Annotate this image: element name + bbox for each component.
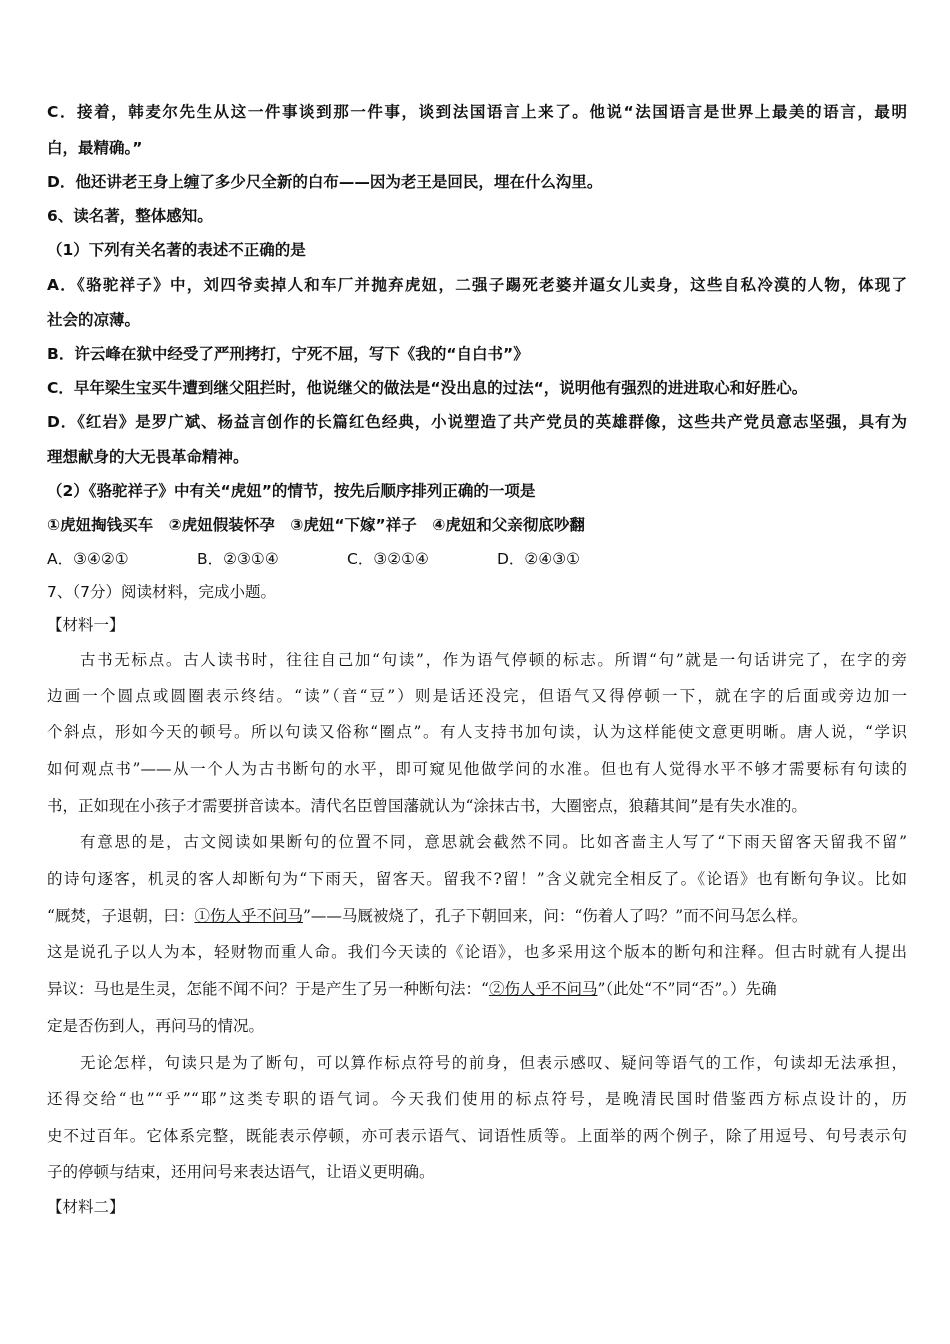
q6-title: 6、读名著，整体感知。 <box>47 207 213 225</box>
q7-p2-line6: 定是否伤到人，再问马的情况。 <box>47 1017 265 1035</box>
q7-p1-line4: 如何观点书”——从一个人为古书断句的水平，即可窥见他做学问的水准。但也有人觉得水平不够才需要标有句读的 <box>47 760 907 778</box>
q6-sub2-option-c: C．③②①④ <box>347 550 429 568</box>
q6-sub1-option-a-line1: A．《骆驼祥子》中，刘四爷卖掉人和车厂并抛弃虎妞，二强子踢死老婆并逼女儿卖身，这些自私冷漠的人物，体现了 <box>47 276 907 294</box>
q7-title: 7、（7分）阅读材料，完成小题。 <box>47 583 276 601</box>
q6-sub1-option-c: C．早年梁生宝买牛遭到继父阻拦时，他说继父的做法是“没出息的过法“，说明他有强烈的进进取心和好胜心。 <box>47 379 808 397</box>
q7-p2-line5 <box>47 978 907 1000</box>
q6-sub1-option-d-line1: D．《红岩》是罗广斌、杨益言创作的长篇红色经典，小说塑造了共产党员的英雄群像，这些共产党员意志坚强，具有为 <box>47 413 907 431</box>
q7-p3-line4: 子的停顿与结束，还用问号来表达语气，让语义更明确。 <box>47 1163 435 1181</box>
underlined-sentence-1: ①伤人乎不问马 <box>194 907 303 925</box>
q6-sub1-option-d-line2: 理想献身的大无畏革命精神。 <box>47 448 249 466</box>
q6-sub2-items: ①虎妞掏钱买车 ②虎妞假装怀孕 ③虎妞“下嫁”祥子 ④虎妞和父亲彻底吵翻 <box>47 516 585 534</box>
q5-option-c-line1: C．接着，韩麦尔先生从这一件事谈到那一件事，谈到法国语言上来了。他说“法国语言是世界上最美的语言，最明 <box>47 103 907 121</box>
q5-option-d: D．他还讲老王身上缠了多少尺全新的白布——因为老王是回民，埋在什么沟里。 <box>47 173 603 191</box>
underlined-sentence-2: ②伤人乎不问马 <box>488 980 598 998</box>
q7-p3-line3: 史不过百年。它体系完整，既能表示停顿，亦可表示语气、词语性质等。上面举的两个例子，除了用逗号、句号表示句 <box>47 1127 907 1145</box>
q6-sub1-option-b: B．许云峰在狱中经受了严刑拷打，宁死不屈，写下《我的“自白书”》 <box>47 345 529 363</box>
q5-option-c-line2: 白，最精确。” <box>47 139 143 157</box>
q7-p2-line1: 有意思的是，古文阅读如果断句的位置不同，意思就会截然不同。比如吝啬主人写了“下雨天留客天留我不留” <box>80 833 907 851</box>
q6-sub1-stem: （1）下列有关名著的表述不正确的是 <box>47 241 306 259</box>
q7-material2-label: 【材料二】 <box>47 1198 125 1216</box>
q7-p2-line5-pre: 异议：马也是生灵，怎能不闻不问？于是产生了另一种断句法：“ <box>47 980 489 998</box>
q7-p1-line1: 古书无标点。古人读书时，往往自己加“句读”，作为语气停顿的标志。所谓“句”就是一句话讲完了，在字的旁 <box>80 651 907 669</box>
q7-p1-line2: 边画一个圆点或圆圈表示终结。“读”（音“豆”）则是话还没完，但语气又得停顿一下，就在字的后面或旁边加一 <box>47 687 907 705</box>
q6-sub2-options <box>47 548 907 570</box>
q7-p3-line2: 还得交给“也”“乎”“耶”这类专职的语气词。今天我们使用的标点符号，是晚清民国时借鉴西方标点设计的，历 <box>47 1090 907 1108</box>
q7-p2-line2: 的诗句逐客，机灵的客人却断句为“下雨天，留客天。留我不?留！”含义就完全相反了。《论语》也有断句争议。比如 <box>47 870 907 888</box>
q7-material1-label: 【材料一】 <box>47 616 125 634</box>
q6-sub2-option-b: B．②③①④ <box>197 550 279 568</box>
q6-sub2-option-d: D．②④③① <box>497 550 581 568</box>
q7-p2-line3-pre: “厩焚，子退朝，曰： <box>47 907 195 925</box>
q7-p2-line3-post: ”——马厩被烧了，孔子下朝回来，问：“伤着人了吗？”而不问马怎么样。 <box>302 907 808 925</box>
q6-sub2-option-a: A．③④②① <box>47 550 129 568</box>
q7-p1-line5: 书，正如现在小孩子才需要拼音读本。清代名臣曾国藩就认为“涂抹古书，大圈密点，狼藉其间”是有失水准的。 <box>47 797 807 815</box>
q6-sub1-option-a-line2: 社会的凉薄。 <box>47 311 141 329</box>
q7-p3-line1: 无论怎样，句读只是为了断句，可以算作标点符号的前身，但表示感叹、疑问等语气的工作，句读却无法承担， <box>80 1054 907 1072</box>
q7-p1-line3: 个斜点，形如今天的顿号。所以句读又俗称“圈点”。有人支持书加句读，认为这样能使文意更明晰。唐人说，“学识 <box>47 723 907 741</box>
q7-p2-line4: 这是说孔子以人为本，轻财物而重人命。我们今天读的《论语》，也多采用这个版本的断句和注释。但古时就有人提出 <box>47 943 907 961</box>
q7-p2-line3 <box>47 905 907 927</box>
q7-p2-line5-post: ”（此处“不”同“否”。）先确 <box>597 980 777 998</box>
q6-sub2-stem: （2）《骆驼祥子》中有关“虎妞”的情节，按先后顺序排列正确的一项是 <box>47 482 536 500</box>
